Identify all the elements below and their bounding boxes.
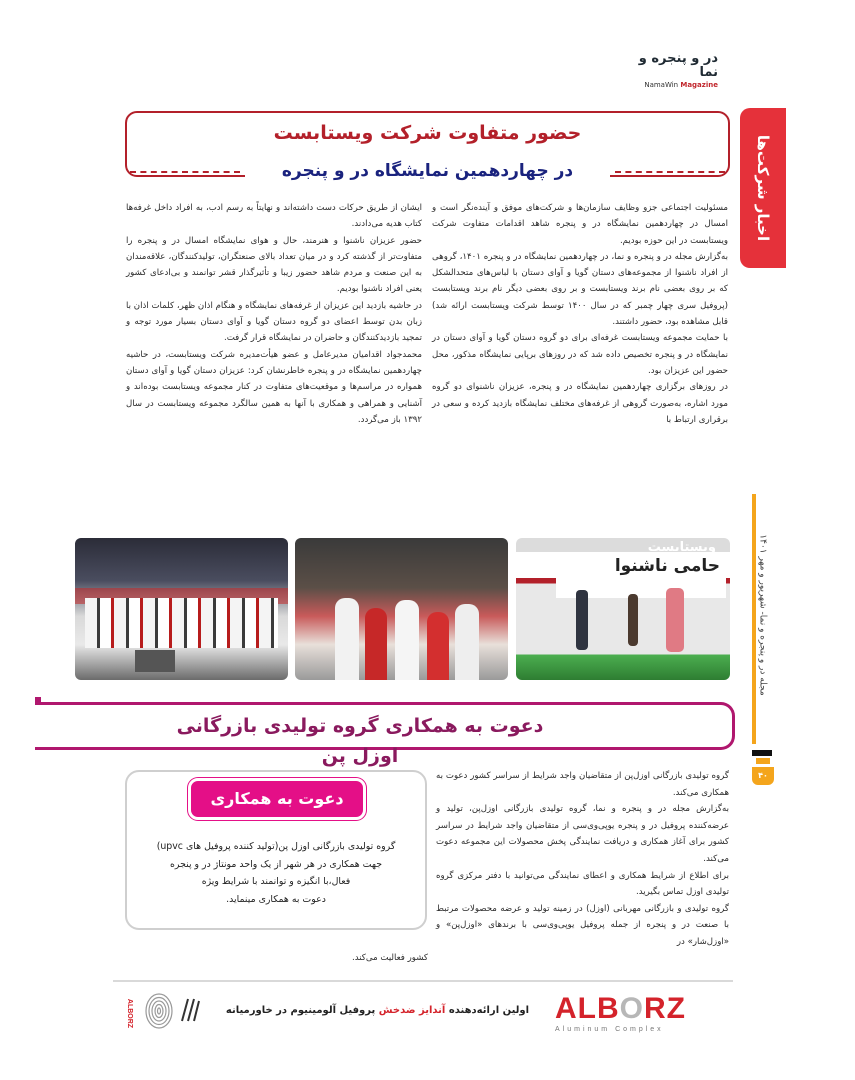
paragraph: در حاشیه بازدید این عزیزان از غرفه‌های نمایشگاه و هنگام اذان ظهر، کلمات اذان با زبان بدن توسط اعضای دو گروه دستان گویا و آوای دستان بسیار مورد توجه و تمجید بازدیدکنندگان و حاضران در نمایشگاه قرار گرفت. xyxy=(126,300,422,344)
fingerprint-icon xyxy=(144,992,174,1030)
article2-tail: کشور فعالیت می‌کند. xyxy=(351,953,428,963)
side-caption-text: مجله در و پنجره و نما- شهریور و مهر ۱۴۰۱ xyxy=(758,534,769,696)
banner-text-2: حامی ناشنوا xyxy=(614,556,720,576)
invitation-line: گروه تولیدی بازرگانی اوزل پن(تولید کننده پروفیل های upvc) xyxy=(156,841,396,852)
paragraph: به‌گزارش مجله در و پنجره و نما، در چهاردهمین نمایشگاه در و پنجره ۱۴۰۱، گروهی از افراد ناشنوا از مجموعه‌های دستان گویا و آوای دستان با لباس‌های متحدالشکل که بر روی بعضی نام برند ویستابست و بر روی بعضی دیگر نام برند ویستابست (پروفیل سری چهار چمبر که در سال ۱۴۰۰ توسط شرکت ویستابست ارائه شد) قابل مشاهده بود، حضور داشتند. xyxy=(432,251,729,328)
paragraph: گروه تولیدی بازرگانی اوزل‌پن از متقاضیان واجد شرایط از سراسر کشور دعوت به همکاری می‌کند. xyxy=(436,771,729,798)
logo-part: ALB xyxy=(555,992,620,1025)
title-dash-left xyxy=(130,171,240,173)
invitation-line: فعال،با انگیزه و توانمند با شرایط ویژه xyxy=(201,876,351,887)
article1-column-left xyxy=(126,200,422,428)
article1-title: حضور متفاوت شرکت ویستابست xyxy=(273,122,582,144)
masthead-title: در و پنجره و نما xyxy=(638,51,718,80)
photo-group-portrait xyxy=(75,538,288,680)
logo-part: O xyxy=(619,992,644,1025)
vertical-brand xyxy=(124,988,136,1038)
article1-subtitle: در چهاردهمین نمایشگاه در و پنجره xyxy=(245,158,610,184)
logo-part: RZ xyxy=(644,992,686,1025)
section-tab xyxy=(740,108,786,268)
banner-text-1: ویستابست xyxy=(647,540,716,555)
photo-visitors-group xyxy=(295,538,508,680)
vertical-brand-text: ALBORZ xyxy=(126,998,134,1028)
alborz-wordmark xyxy=(555,993,730,1025)
side-caption xyxy=(748,500,778,730)
masthead-subtitle xyxy=(618,80,718,90)
paragraph: به‌گزارش مجله در و پنجره و نما، گروه تولیدی بازرگانی اوزل‌پن، تولید و عرضه‌کننده پروفیل در و پنجره یوپی‌وی‌سی از متقاضیان واجد شرایط در سراسر کشور برای آغاز همکاری و دریافت نمایندگی پخش محصولات این مجموعه دعوت می‌کند. xyxy=(436,804,729,864)
footer-tagline xyxy=(210,1003,545,1019)
article1-column-right xyxy=(432,200,728,428)
tagline-pre: اولین ارائه‌دهنده xyxy=(448,1005,530,1016)
paragraph: ایشان از طریق حرکات دست داشته‌اند و نهایتاً به رسم ادب، به افراد داخل غرفه‌ها کتاب هدیه می‌دادند. xyxy=(126,203,422,230)
article2-title: دعوت به همکاری گروه تولیدی بازرگانی اوزل پن xyxy=(176,715,544,767)
photo-booth-banner xyxy=(516,538,730,680)
invitation-text xyxy=(135,838,417,908)
paragraph: در روزهای برگزاری چهاردهمین نمایشگاه در و پنجره، عزیزان ناشنوای دو گروه مورد اشاره، به‌صورت گروهی از غرفه‌های مختلف نمایشگاه بازدید کرده و سعی در برقراری ارتباط با xyxy=(432,382,728,425)
paragraph: محمدجواد اقدامیان مدیرعامل و عضو هیأت‌مدیره شرکت ویستابست، در حاشیه چهاردهمین نمایشگاه در و پنجره خاطرنشان کرد: عزیزان دستان گویا و آوای دستان همواره در مراسم‌ها و موقعیت‌های متفاوت در کنار مجموعه ویستابست بوده‌اند و آشنایی و همراهی و همکاری با آنها به همین سالگرد مجموعه ویستابست در سال ۱۳۹۲ باز می‌گردد. xyxy=(126,349,422,425)
masthead-sub-en: NamaWin xyxy=(644,81,679,89)
paragraph: مسئولیت اجتماعی جزو وظایف سازمان‌ها و شرکت‌های موفق و آینده‌نگر است و امسال در چهاردهمین نمایشگاه در و پنجره شاهد اقدامات متفاوت شرکت ویستابست در این حوزه بودیم. xyxy=(432,203,728,246)
claw-mark-icon xyxy=(178,997,200,1023)
alborz-logo xyxy=(555,993,730,1037)
article2-column xyxy=(436,768,729,951)
magazine-masthead xyxy=(618,52,718,90)
invitation-line: دعوت به همکاری مینماید. xyxy=(226,893,326,905)
tagline-post: پروفیل آلومینیوم در خاورمیانه xyxy=(225,1005,376,1016)
masthead-sub-accent: Magazine xyxy=(680,81,718,89)
title-dash-right xyxy=(615,171,725,173)
alborz-sub: Aluminum Complex xyxy=(555,1026,664,1033)
paragraph: برای اطلاع از شرایط همکاری و اعطای نمایندگی می‌توانید با دفتر مرکزی گروه تولیدی اوزل تماس بگیرید. xyxy=(436,870,729,898)
paragraph: با حمایت مجموعه ویستابست غرفه‌ای برای دو گروه دستان گویا و آوای دستان در نمایشگاه در و پنجره تخصیص داده شد که در روزهای برپایی نمایشگاه مذکور، محل حضور این عزیزان بود. xyxy=(432,333,728,376)
section-tab-label: اخبار شرکت‌ها xyxy=(754,134,773,242)
invitation-line: جهت همکاری در هر شهر از یک واحد مونتاژ در و پنجره xyxy=(169,858,382,870)
invitation-heading: دعوت به همکاری xyxy=(210,789,344,808)
paragraph: حضور عزیزان ناشنوا و هنرمند، حال و هوای نمایشگاه امسال در و پنجره را متفاوت‌تر از گذشته کرد و در میان تعداد بالای صنعتگران، تولیدکنندگان، علاقه‌مندان به این صنعت و مردم شاهد حضور زیبا و تأثیرگذار قشر توانمند و بی‌ادعای کشور یعنی افراد ناشنوا بودیم. xyxy=(126,235,422,295)
magazine-logo-icon xyxy=(752,750,772,764)
tagline-highlight: آندایز ضدخش xyxy=(378,1005,446,1016)
paragraph: گروه تولیدی و بازرگانی مهربانی (اوزل) در زمینه تولید و عرضه محصولات مرتبط با صنعت در و پنجره از جمله پروفیل یوپی‌وی‌سی با برندهای «اوزل‌پن» و «اوزل‌شار» در xyxy=(436,903,729,947)
page-number: ۴۰ xyxy=(752,767,774,785)
